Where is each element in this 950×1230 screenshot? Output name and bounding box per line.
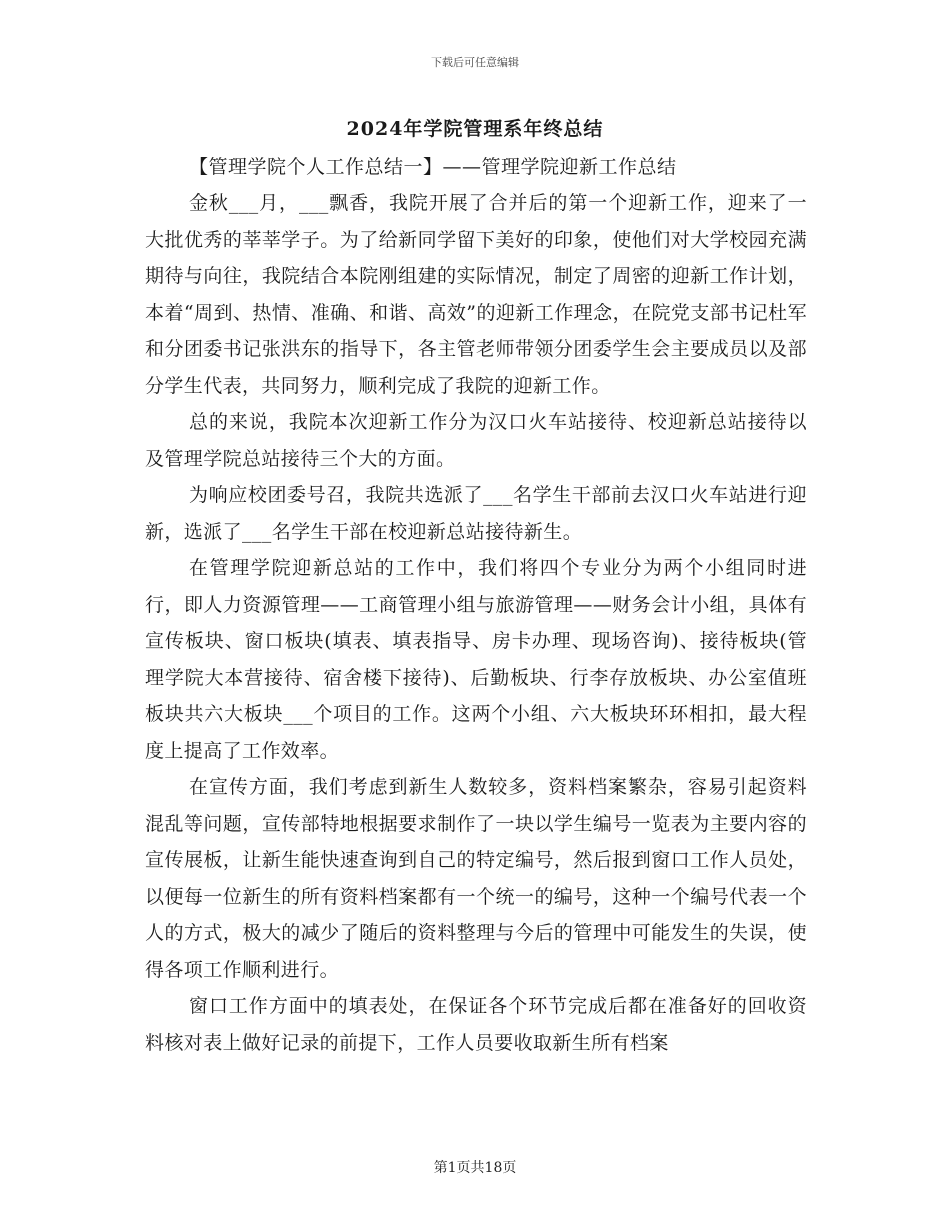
- paragraph-6: 窗口工作方面中的填表处，在保证各个环节完成后都在准备好的回收资料核对表上做好记录的前提下，工作人员要收取新生所有档案: [145, 995, 807, 1054]
- section-subtitle: 【管理学院个人工作总结一】——管理学院迎新工作总结: [189, 156, 677, 178]
- page-footer: 第1页共18页: [433, 1160, 517, 1176]
- document-body: [145, 149, 807, 1061]
- paragraph-5: 在宣传方面，我们考虑到新生人数较多，资料档案繁杂，容易引起资料混乱等问题，宣传部特地根据要求制作了一块以学生编号一览表为主要内容的宣传展板，让新生能快速查询到自己的特定编号，然后报到窗口工作人员处，以便每一位新生的所有资料档案都有一个统一的编号，这种一个编号代表一个人的方式，极大的减少了随后的资料整理与今后的管理中可能发生的失误，使得各项工作顺利进行。: [145, 776, 807, 981]
- header-note: 下载后可任意编辑: [431, 56, 519, 69]
- paragraph-2: 总的来说，我院本次迎新工作分为汉口火车站接待、校迎新总站接待以及管理学院总站接待三个大的方面。: [145, 411, 807, 470]
- document-title: 2024年学院管理系年终总结: [346, 118, 604, 140]
- paragraph-1: 金秋___月，___飘香，我院开展了合并后的第一个迎新工作，迎来了一大批优秀的莘莘学子。为了给新同学留下美好的印象，使他们对大学校园充满期待与向往，我院结合本院刚组建的实际情况，制定了周密的迎新工作计划，本着“周到、热情、准确、和谐、高效”的迎新工作理念，在院党支部书记杜军和分团委书记张洪东的指导下，各主管老师带领分团委学生会主要成员以及部分学生代表，共同努力，顺利完成了我院的迎新工作。: [145, 192, 807, 397]
- paragraph-4: 在管理学院迎新总站的工作中，我们将四个专业分为两个小组同时进行，即人力资源管理——工商管理小组与旅游管理——财务会计小组，具体有宣传板块、窗口板块(填表、填表指导、房卡办理、现场咨询)、接待板块(管理学院大本营接待、宿舍楼下接待)、后勤板块、行李存放板块、办公室值班板块共六大板块___个项目的工作。这两个小组、六大板块环环相扣，最大程度上提高了工作效率。: [145, 557, 807, 762]
- paragraph-3: 为响应校团委号召，我院共选派了___名学生干部前去汉口火车站进行迎新，选派了___名学生干部在校迎新总站接待新生。: [145, 484, 807, 543]
